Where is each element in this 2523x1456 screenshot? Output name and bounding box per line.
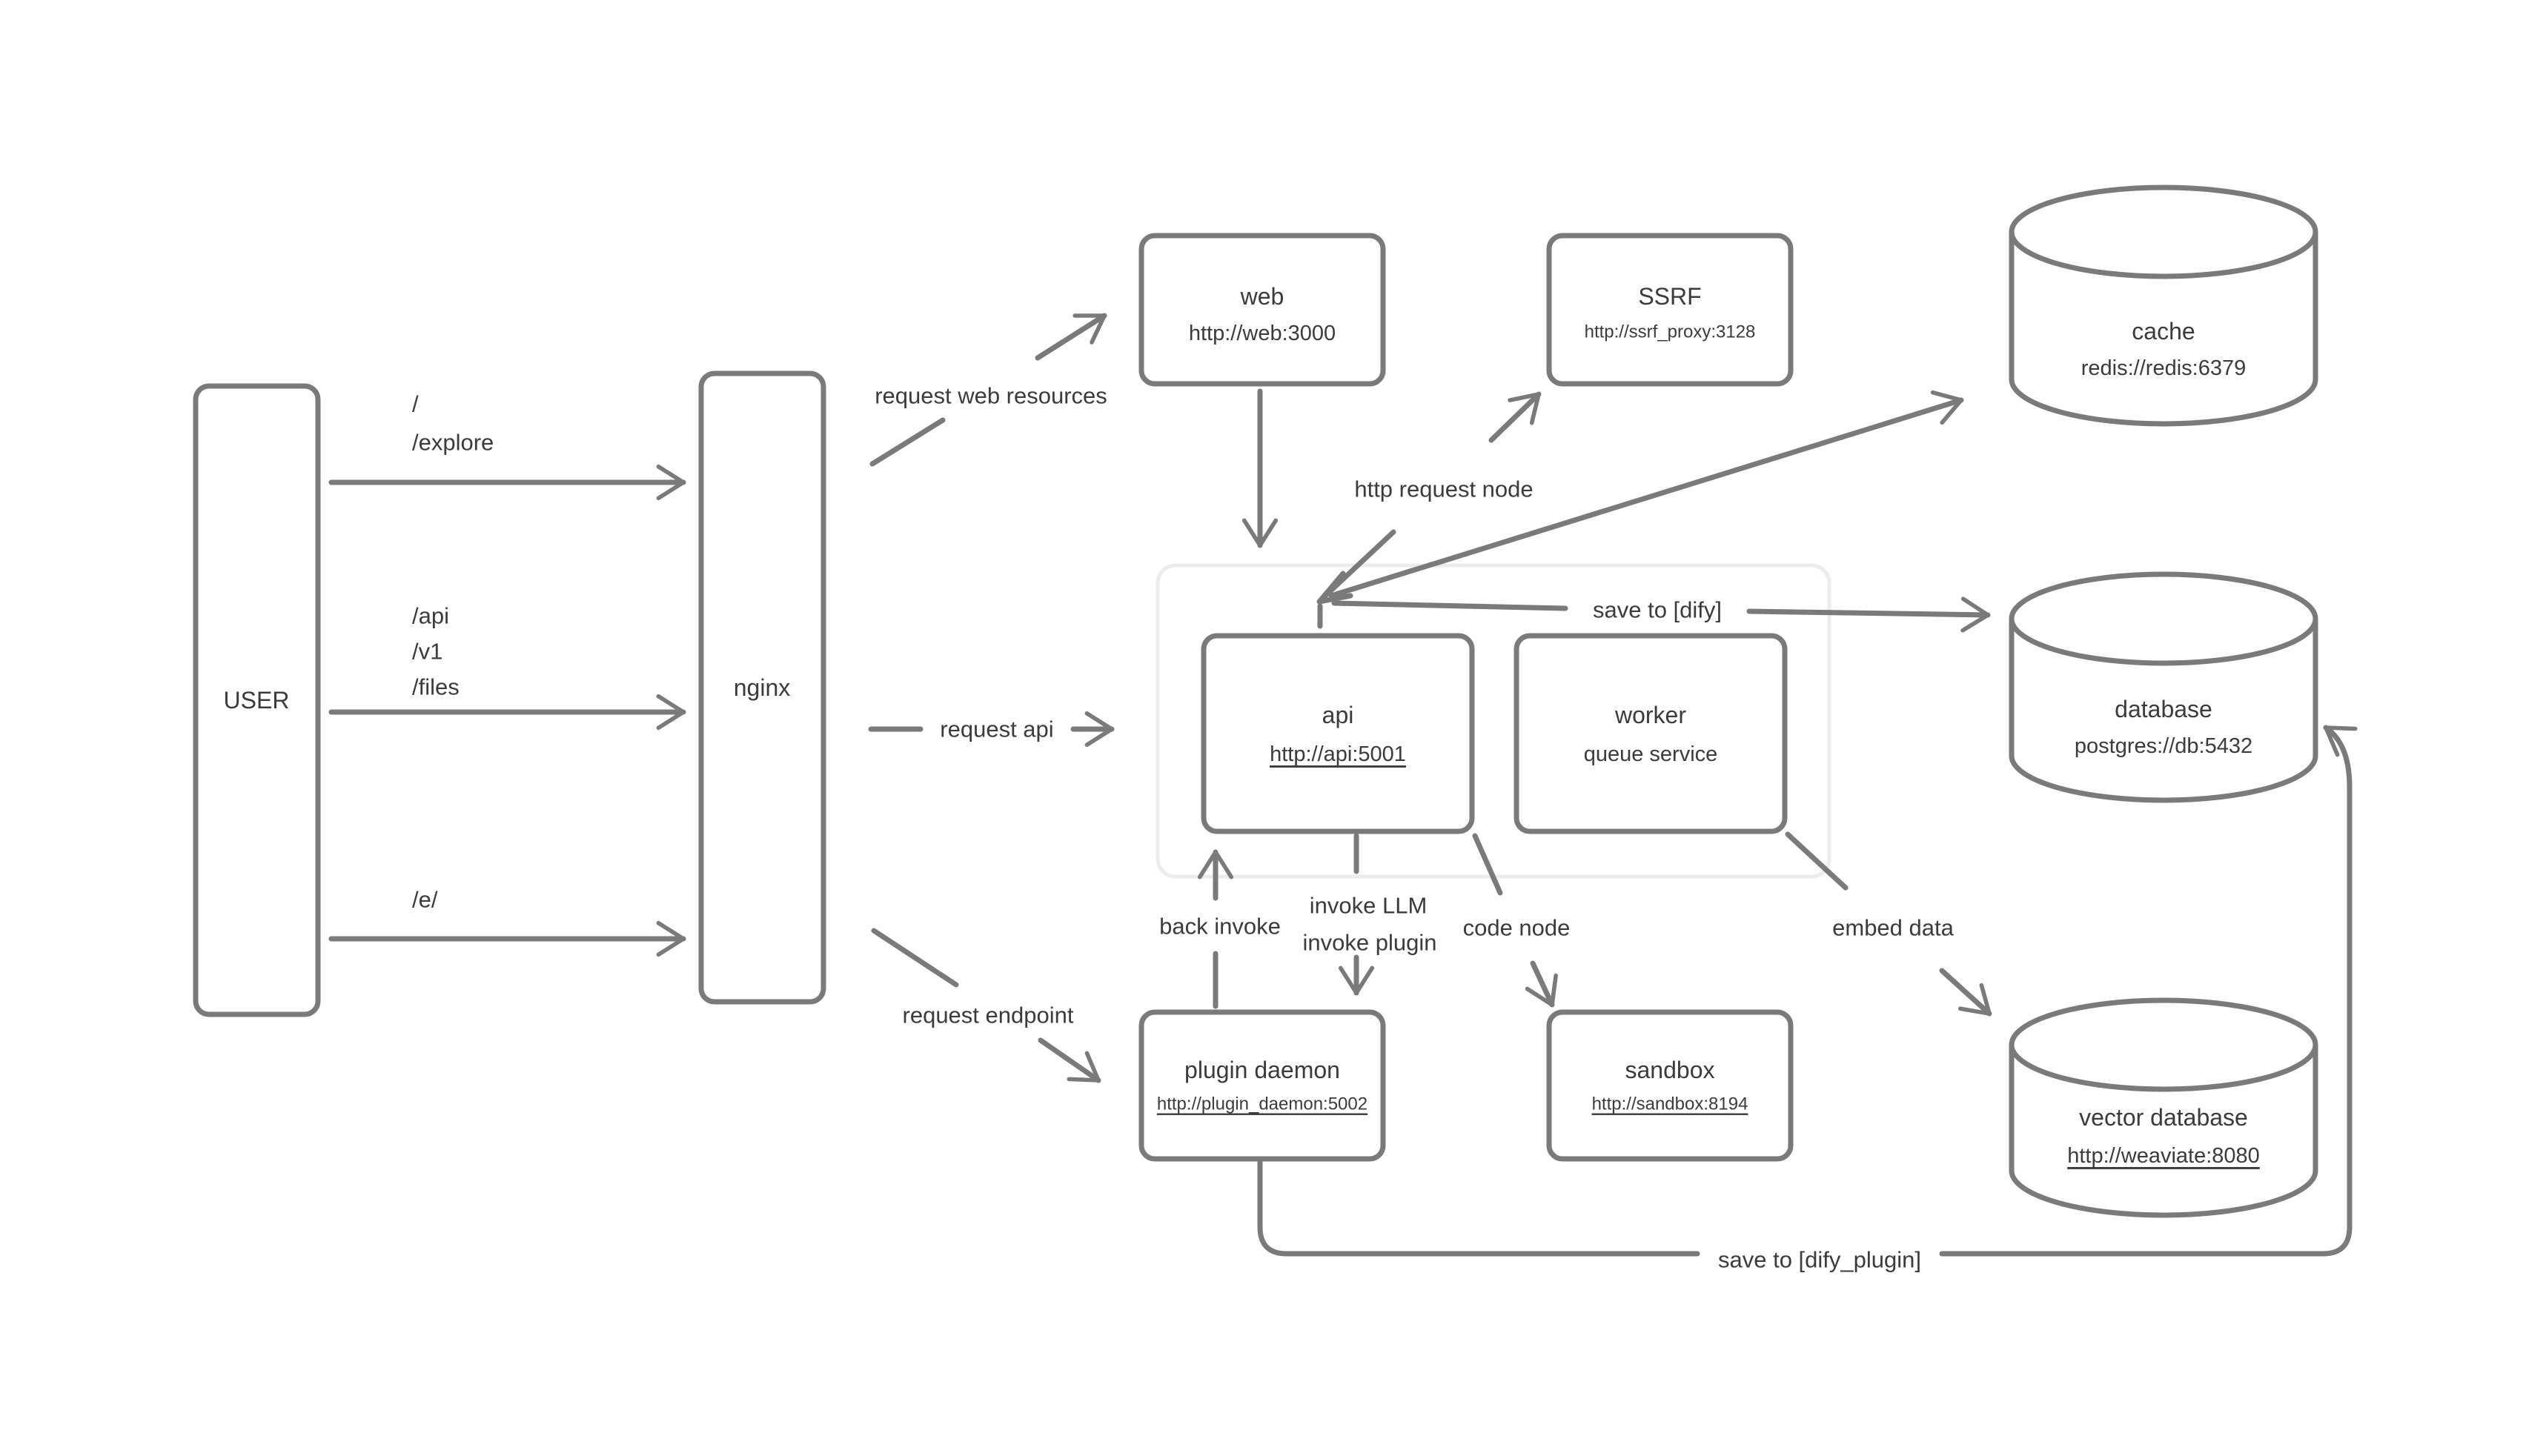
label-invoke-plugin: invoke plugin bbox=[1302, 929, 1437, 956]
worker-node bbox=[1516, 636, 1785, 831]
vector-database-cylinder-top bbox=[2012, 1000, 2315, 1089]
ssrf-node bbox=[1549, 236, 1791, 384]
label-request-web-resources: request web resources bbox=[875, 382, 1107, 409]
route-root: / bbox=[412, 390, 419, 417]
worker-title: worker bbox=[1614, 702, 1687, 728]
route-e: /e/ bbox=[412, 886, 438, 913]
plugin-daemon-node bbox=[1141, 1012, 1383, 1159]
sandbox-url: http://sandbox:8194 bbox=[1591, 1094, 1748, 1114]
edge-save-dify-seg2 bbox=[1749, 611, 1988, 615]
route-v1: /v1 bbox=[412, 638, 443, 665]
edge-request-web-seg2 bbox=[1038, 316, 1104, 358]
label-embed-data: embed data bbox=[1832, 914, 1954, 941]
edge-save-dify-seg1 bbox=[1334, 603, 1565, 608]
worker-subtitle: queue service bbox=[1583, 742, 1718, 766]
edge-save-dify-plugin-seg1 bbox=[1260, 1162, 1697, 1254]
label-save-to-dify-plugin: save to [dify_plugin] bbox=[1717, 1246, 1922, 1273]
label-back-invoke: back invoke bbox=[1159, 913, 1281, 940]
user-label: USER bbox=[223, 687, 290, 714]
edge-embed-data-seg2 bbox=[1942, 971, 1989, 1014]
cache-cylinder-top bbox=[2012, 187, 2315, 276]
route-explore: /explore bbox=[412, 429, 494, 456]
database-url: postgres://db:5432 bbox=[2074, 734, 2253, 758]
edge-http-node-seg2 bbox=[1491, 394, 1539, 440]
edge-embed-data-seg1 bbox=[1788, 834, 1846, 888]
edge-request-endpoint-seg2 bbox=[1041, 1040, 1098, 1080]
web-title: web bbox=[1240, 283, 1284, 310]
api-node bbox=[1204, 636, 1472, 831]
route-files: /files bbox=[412, 674, 460, 700]
cache-url: redis://redis:6379 bbox=[2081, 356, 2247, 380]
vector-database-url: http://weaviate:8080 bbox=[2067, 1144, 2260, 1168]
vector-database-title: vector database bbox=[2079, 1104, 2248, 1131]
edge-request-endpoint-seg1 bbox=[874, 931, 956, 985]
plugin-daemon-url: http://plugin_daemon:5002 bbox=[1156, 1094, 1368, 1114]
label-invoke-llm: invoke LLM bbox=[1309, 892, 1428, 919]
plugin-daemon-title: plugin daemon bbox=[1184, 1057, 1340, 1083]
label-request-api: request api bbox=[940, 716, 1054, 742]
label-code-node: code node bbox=[1462, 914, 1571, 941]
label-request-endpoint: request endpoint bbox=[902, 1002, 1074, 1028]
nginx-label: nginx bbox=[733, 674, 791, 701]
ssrf-url: http://ssrf_proxy:3128 bbox=[1584, 322, 1756, 342]
edge-request-web-seg1 bbox=[872, 420, 943, 464]
database-title: database bbox=[2115, 696, 2212, 722]
edge-code-node-seg1 bbox=[1475, 836, 1500, 893]
label-http-request-node: http request node bbox=[1354, 476, 1534, 502]
web-url: http://web:3000 bbox=[1188, 322, 1336, 345]
sandbox-node bbox=[1549, 1012, 1791, 1159]
cache-title: cache bbox=[2132, 318, 2195, 345]
web-node bbox=[1141, 236, 1383, 384]
api-title: api bbox=[1322, 702, 1354, 728]
sandbox-title: sandbox bbox=[1625, 1057, 1715, 1083]
route-api: /api bbox=[412, 602, 449, 629]
label-save-to-dify: save to [dify] bbox=[1592, 596, 1723, 623]
database-cylinder-top bbox=[2012, 574, 2315, 663]
edge-code-node-seg2 bbox=[1533, 963, 1552, 1005]
ssrf-title: SSRF bbox=[1638, 283, 1702, 310]
api-url: http://api:5001 bbox=[1270, 742, 1406, 766]
